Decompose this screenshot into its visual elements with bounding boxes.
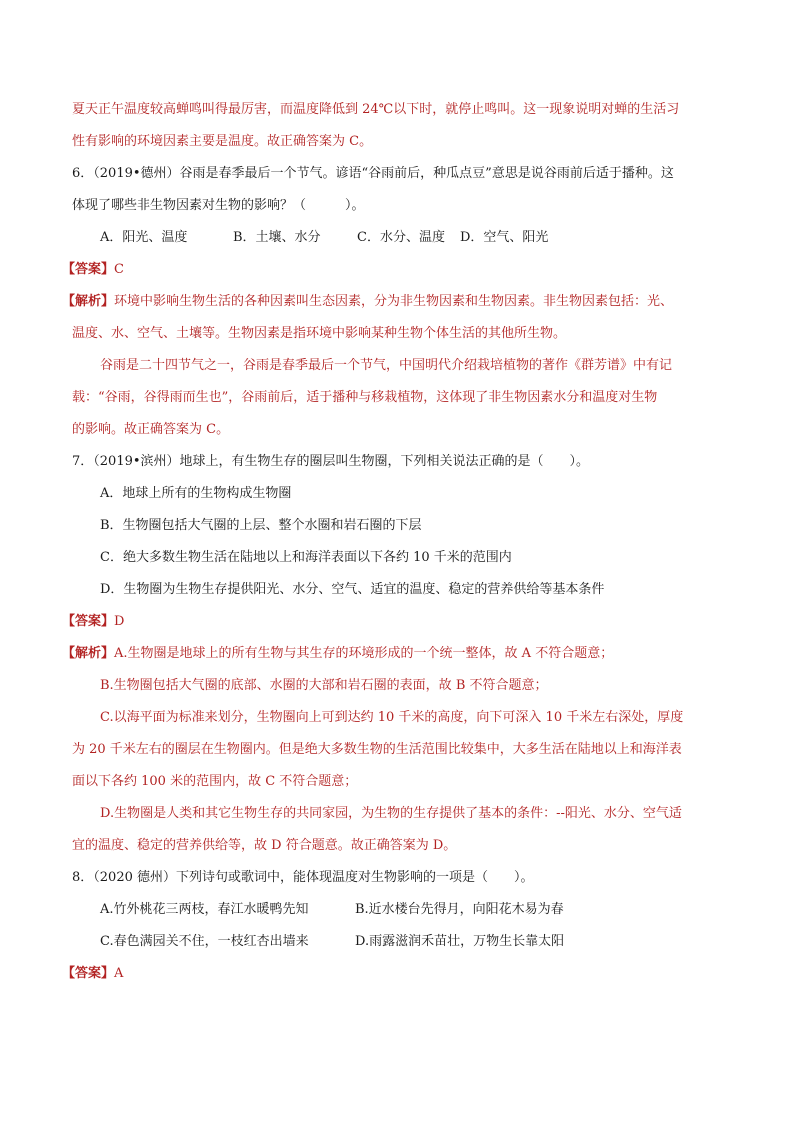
q8-option-b: B.近水楼台先得月，向阳花木易为春 (355, 902, 564, 917)
q7-stem: 7．（2019•滨州）地球上，有生物生存的圈层叫生物圈，下列相关说法正确的是（ ）。 (72, 454, 590, 469)
q6-answer-tag: 【答案】 (62, 262, 115, 277)
q6-analysis-line-5: 的影响。故正确答案为 C。 (72, 422, 230, 437)
q7-answer (62, 613, 124, 631)
q6-analysis-line-3: 谷雨是二十四节气之一，谷雨是春季最后一个节气，中国明代介绍栽培植物的著作《群芳谱》中有记 (100, 358, 673, 373)
q7-option-b: B．生物圈包括大气圈的上层、整个水圈和岩石圈的下层 (100, 518, 422, 533)
q7-analysis-line-1: 【解析】A.生物圈是地球上的所有生物与其生存的环境形成的一个统一整体，故 A 不符合题意； (62, 646, 614, 661)
q8-options-row-2 (100, 933, 564, 951)
q6-stem-line-1: 6．（2019•德州）谷雨是春季最后一个节气。谚语“谷雨前后，种瓜点豆”意思是说谷雨前后适于播种。这 (72, 166, 674, 181)
q6-analysis-line-4: 载：“谷雨，谷得雨而生也”，谷雨前后，适于播种与移栽植物，这体现了非生物因素水分和温度对生物 (72, 390, 658, 405)
q7-analysis-line-7: 宜的温度、稳定的营养供给等，故 D 符合题意。故正确答案为 D。 (72, 838, 457, 853)
q7-analysis-line-4: 为 20 千米左右的圈层在生物圈内。但是绝大多数生物的生活范围比较集中，大多生活在陆地以上和海洋表 (72, 742, 682, 757)
q8-stem: 8．（2020 德州）下列诗句或歌词中，能体现温度对生物影响的一项是（ ）。 (72, 870, 534, 885)
q6-stem-line-2: 体现了哪些非生物因素对生物的影响？（ ）。 (72, 198, 365, 213)
q7-analysis-line-6: D.生物圈是人类和其它生物生存的共同家园，为生物的生存提供了基本的条件：--阳光、水分、空气适 (100, 806, 682, 821)
q6-option-c: C．水分、温度 (357, 230, 445, 245)
q7-analysis-tag: 【解析】 (62, 646, 115, 661)
q7-option-c: C．绝大多数生物生活在陆地以上和海洋表面以下各约 10 千米的范围内 (100, 550, 512, 565)
q8-options-row-1 (100, 901, 564, 919)
q6-option-a: A．阳光、温度 (100, 230, 188, 245)
q7-analysis-line-3: C.以海平面为标准来划分，生物圈向上可到达约 10 千米的高度，向下可深入 10 千米左右深处，厚度 (100, 710, 684, 725)
q7-option-d: D．生物圈为生物生存提供阳光、水分、空气、适宜的温度、稳定的营养供给等基本条件 (100, 582, 605, 597)
intro-line-1: 夏天正午温度较高蝉鸣叫得最厉害，而温度降低到 24℃以下时，就停止鸣叫。这一现象说明对蝉的生活习 (72, 102, 680, 117)
q8-answer-tag: 【答案】 (62, 966, 115, 981)
q6-analysis-line-2: 温度、水、空气、土壤等。生物因素是指环境中影响某种生物个体生活的其他所生物。 (72, 326, 567, 341)
q6-analysis-tag: 【解析】 (62, 294, 115, 309)
q8-answer-value: A (114, 966, 124, 981)
q6-option-d: D．空气、阳光 (460, 230, 549, 245)
q7-analysis-line-2: B.生物圈包括大气圈的底部、水圈的大部和岩石圈的表面，故 B 不符合题意； (100, 678, 548, 693)
q7-option-a: A．地球上所有的生物构成生物圈 (100, 486, 292, 501)
q6-answer (62, 261, 124, 279)
q6-option-b: B．土壤、水分 (233, 230, 321, 245)
q7-answer-value: D (114, 614, 125, 629)
intro-line-2: 性有影响的环境因素主要是温度。故正确答案为 C。 (72, 134, 373, 149)
q7-analysis-line-5: 面以下各约 100 米的范围内，故 C 不符合题意； (72, 774, 358, 789)
q8-option-c: C.春色满园关不住，一枝红杏出墙来 (100, 934, 309, 949)
q7-answer-tag: 【答案】 (62, 614, 115, 629)
q6-options (100, 229, 548, 247)
q8-answer (62, 965, 123, 983)
q8-option-a: A.竹外桃花三两枝，春江水暖鸭先知 (100, 902, 309, 917)
q6-answer-value: C (114, 262, 124, 277)
q8-option-d: D.雨露滋润禾苗壮，万物生长靠太阳 (355, 934, 565, 949)
q6-analysis-line-1: 【解析】环境中影响生物生活的各种因素叫生态因素，分为非生物因素和生物因素。非生物因素包括：光、 (62, 294, 674, 309)
